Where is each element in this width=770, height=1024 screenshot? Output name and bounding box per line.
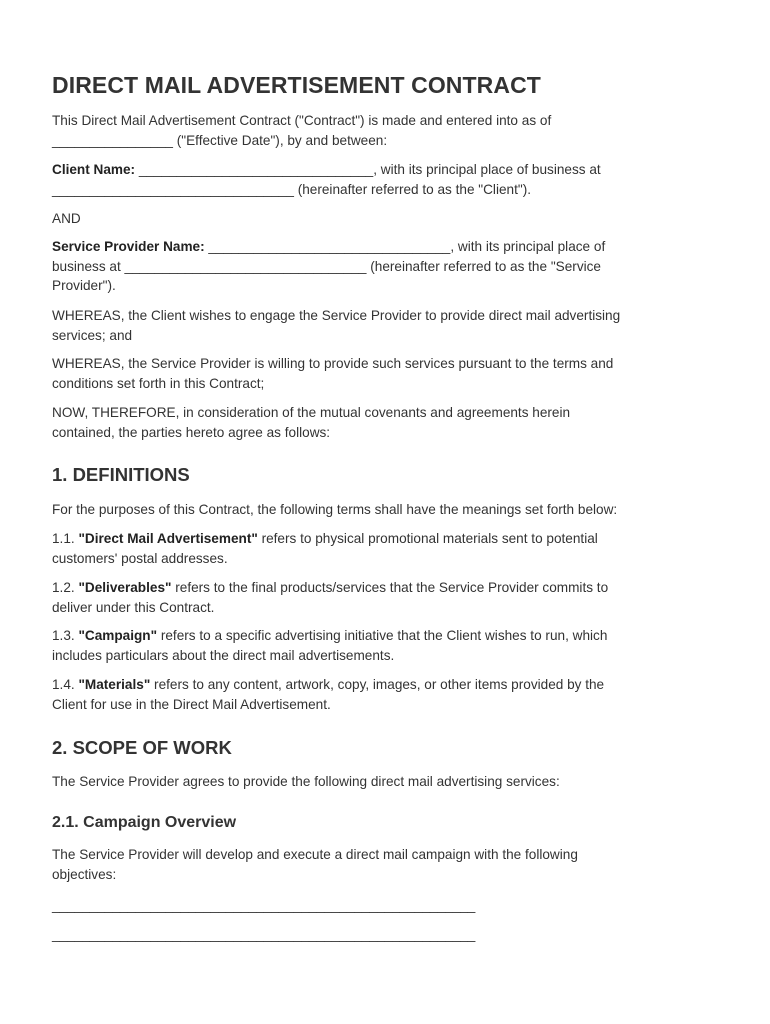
definition-line-2: includes particulars about the direct mail advertisements.	[52, 647, 395, 663]
whereas-2-line-2: conditions set forth in this Contract;	[52, 375, 265, 391]
definition-term: "Campaign"	[78, 628, 158, 643]
client-line-2: ________________________________ (hereinafter referred to as the "Client").	[52, 181, 532, 197]
definition-number: 1.1.	[52, 531, 79, 546]
section-2-1-line-1: The Service Provider will develop and execute a direct mail campaign with the following	[52, 847, 578, 862]
whereas-1-paragraph	[52, 306, 712, 345]
definition-line-1: refers to physical promotional materials sent to potential	[257, 531, 598, 546]
definition-line-1: refers to any content, artwork, copy, images, or other items provided by the	[150, 677, 605, 692]
section-1-heading: 1. DEFINITIONS	[52, 464, 190, 485]
definition-1-2	[52, 578, 712, 617]
whereas-1-line-2: services; and	[52, 327, 133, 343]
objective-blank-line-1[interactable]: ________________________________________________________	[52, 898, 476, 913]
whereas-1-line-1: WHEREAS, the Client wishes to engage the Service Provider to provide direct mail advertising	[52, 308, 621, 323]
now-therefore-paragraph	[52, 403, 712, 442]
intro-line-1: This Direct Mail Advertisement Contract ("Contract") is made and entered into as of	[52, 113, 552, 128]
definition-1-4	[52, 675, 712, 714]
section-2-1-line-2: objectives:	[52, 866, 117, 882]
client-line-1: _______________________________, with its principal place of business at	[135, 162, 601, 177]
definition-line-1: refers to a specific advertising initiative that the Client wishes to run, which	[157, 628, 608, 643]
definition-number: 1.3.	[52, 628, 79, 643]
client-paragraph	[52, 160, 712, 199]
section-2-heading: 2. SCOPE OF WORK	[52, 737, 232, 758]
definition-line-1: refers to the final products/services that the Service Provider commits to	[171, 580, 609, 595]
intro-line-2: ________________ ("Effective Date"), by and between:	[52, 132, 388, 148]
provider-line-2: business at ________________________________ (hereinafter referred to as the "Service	[52, 258, 601, 274]
section-2-1-paragraph	[52, 845, 712, 884]
now-therefore-line-2: contained, the parties hereto agree as follows:	[52, 424, 331, 440]
provider-paragraph	[52, 237, 712, 296]
whereas-2-paragraph	[52, 354, 712, 393]
definition-number: 1.4.	[52, 677, 79, 692]
section-2-1-heading: 2.1. Campaign Overview	[52, 814, 237, 831]
definition-line-2: deliver under this Contract.	[52, 599, 215, 615]
document-title: DIRECT MAIL ADVERTISEMENT CONTRACT	[52, 72, 541, 98]
section-2-intro: The Service Provider agrees to provide the following direct mail advertising services:	[52, 774, 560, 789]
definition-1-3	[52, 626, 712, 665]
definition-line-2: Client for use in the Direct Mail Advertisement.	[52, 696, 331, 712]
definition-number: 1.2.	[52, 580, 79, 595]
definition-1-1	[52, 529, 712, 568]
provider-line-1: ________________________________, with its principal place of	[204, 239, 606, 254]
definition-term: "Deliverables"	[78, 580, 172, 595]
intro-paragraph	[52, 111, 712, 150]
provider-line-3: Provider").	[52, 278, 116, 294]
provider-name-label: Service Provider Name:	[52, 239, 205, 254]
and-text: AND	[52, 211, 81, 226]
section-1-intro: For the purposes of this Contract, the following terms shall have the meanings set forth below:	[52, 502, 618, 517]
whereas-2-line-1: WHEREAS, the Service Provider is willing to provide such services pursuant to the terms and	[52, 356, 614, 371]
definition-term: "Direct Mail Advertisement"	[78, 531, 258, 546]
definition-line-2: customers' postal addresses.	[52, 550, 228, 566]
now-therefore-line-1: NOW, THEREFORE, in consideration of the mutual covenants and agreements herein	[52, 405, 571, 420]
definition-term: "Materials"	[78, 677, 151, 692]
client-name-label: Client Name:	[52, 162, 136, 177]
objective-blank-line-2[interactable]: ________________________________________________________	[52, 927, 476, 942]
